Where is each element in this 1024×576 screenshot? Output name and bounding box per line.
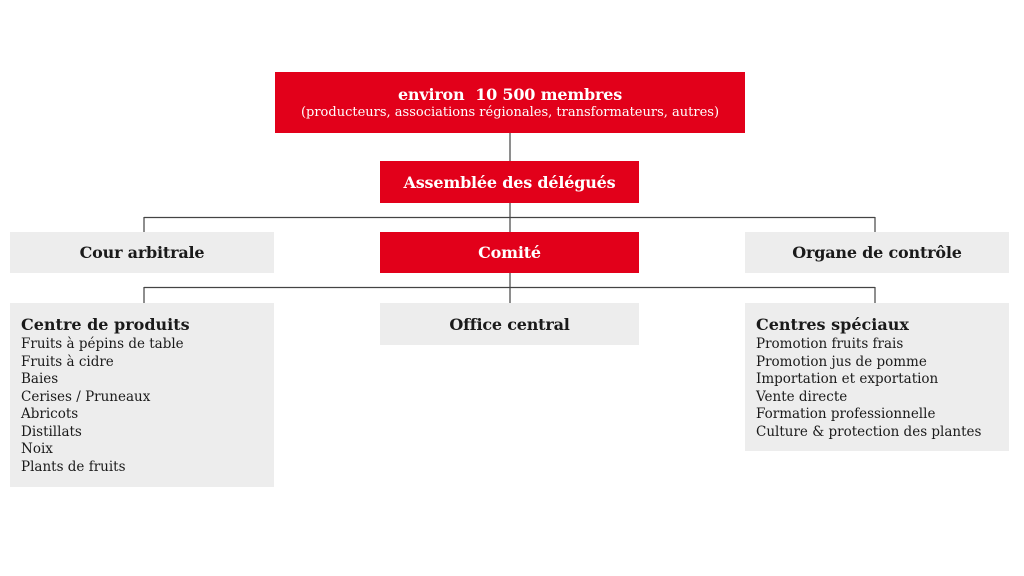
arbitration-court-title: Cour arbitrale <box>79 243 205 262</box>
assembly-title: Assemblée des délégués <box>403 172 616 192</box>
list-item: Baies <box>21 371 59 387</box>
list-item: Promotion fruits frais <box>756 336 904 352</box>
arbitration-court-box <box>10 232 274 273</box>
product-centre-title: Centre de produits <box>21 315 190 334</box>
list-item: Vente directe <box>756 388 848 405</box>
control-body-title: Organe de contrôle <box>792 243 962 262</box>
list-item: Abricots <box>21 406 79 422</box>
product-centre-box <box>10 303 274 487</box>
special-centres-box <box>745 303 1009 451</box>
members-subtitle: (producteurs, associations régionales, transformateurs, autres) <box>300 105 720 120</box>
members-title: environ 10 500 membres <box>397 85 623 104</box>
central-office-title: Office central <box>449 314 570 334</box>
control-body-box <box>745 232 1009 273</box>
list-item: Cerises / Pruneaux <box>21 388 151 405</box>
list-item: Fruits à pépins de table <box>21 336 184 352</box>
special-centres-title: Centres spéciaux <box>756 315 909 334</box>
members-box <box>275 72 745 133</box>
committee-box <box>380 232 639 273</box>
list-item: Plants de fruits <box>21 458 126 475</box>
list-item: Promotion jus de pomme <box>756 353 927 370</box>
list-item: Culture & protection des plantes <box>756 423 982 440</box>
list-item: Noix <box>21 441 53 457</box>
assembly-box <box>380 161 639 203</box>
list-item: Distillats <box>21 423 82 440</box>
list-item: Formation professionnelle <box>756 406 936 422</box>
list-item: Fruits à cidre <box>21 353 114 370</box>
central-office-box <box>380 303 639 345</box>
committee-title: Comité <box>478 243 541 262</box>
list-item: Importation et exportation <box>756 371 939 387</box>
